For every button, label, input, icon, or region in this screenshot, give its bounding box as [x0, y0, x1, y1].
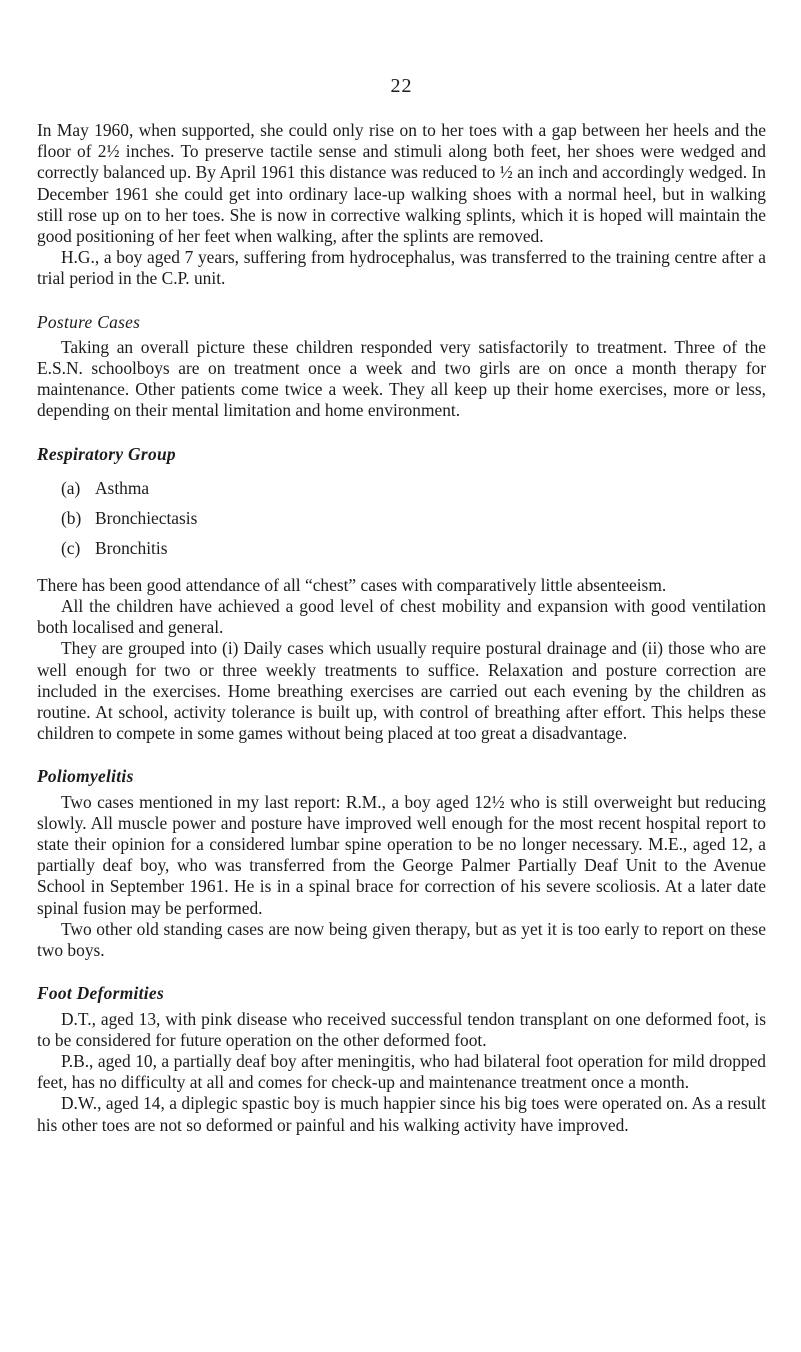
- poliomyelitis-section: [37, 766, 766, 961]
- list-item: [61, 503, 766, 533]
- section-heading: Foot Deformities: [37, 983, 165, 1004]
- respiratory-list: [37, 473, 766, 563]
- section-paragraph: Taking an overall picture these children responded very satisfactorily to treatment. Three of the E.S.N. schoolboys are on treatment once a week and two girls are on once a month therapy for maintenance. Other patients come twice a week. They all keep up their home exercises, more or less, depending on their mental limitation and home environment.: [37, 336, 766, 421]
- section-paragraph: Two other old standing cases are now being given therapy, but as yet it is too early to report on these two boys.: [37, 918, 766, 961]
- list-item: [61, 473, 766, 503]
- section-paragraph: P.B., aged 10, a partially deaf boy after meningitis, who had bilateral foot operation for mild dropped feet, has no difficulty at all and comes for check-up and maintenance treatment once a month.: [37, 1050, 766, 1093]
- list-marker: (b): [61, 507, 82, 528]
- section-heading: Respiratory Group: [37, 443, 176, 464]
- list-marker: (c): [61, 537, 81, 558]
- section-paragraph: D.T., aged 13, with pink disease who received successful tendon transplant on one deformed foot, is to be considered for future operation on the other deformed foot.: [37, 1008, 766, 1050]
- section-paragraph: There has been good attendance of all “chest” cases with comparatively little absenteeism.: [37, 574, 667, 595]
- intro-paragraph: H.G., a boy aged 7 years, suffering from hydrocephalus, was transferred to the training centre after a trial period in the C.P. unit.: [37, 247, 766, 289]
- list-item-label: Bronchiectasis: [95, 507, 198, 528]
- list-marker: (a): [61, 477, 81, 498]
- list-item-label: Asthma: [95, 477, 150, 498]
- list-item: [61, 533, 766, 563]
- section-heading: Poliomyelitis: [37, 766, 134, 787]
- section-heading: Posture Cases: [37, 311, 141, 332]
- section-paragraph: They are grouped into (i) Daily cases which usually require postural drainage and (ii) those who are well enough for two or three weekly treatments to suffice. Relaxation and posture correction are included in the exercises. Home breathing exercises are carried out each evening by the children as routine. At school, activity tolerance is built up, with control of breathing after effort. This helps these children to compete in some games without being placed at too great a disadvantage.: [37, 638, 766, 744]
- section-paragraph: All the children have achieved a good level of chest mobility and expansion with good ventilation both localised and general.: [37, 596, 766, 638]
- page-number: 22: [390, 75, 413, 97]
- section-paragraph: Two cases mentioned in my last report: R.M., a boy aged 12½ who is still overweight but reducing slowly. All muscle power and posture have improved well enough for the most recent hospital report to state their opinion for a considered lumbar spine operation to be no longer necessary. M.E., aged 12, a partially deaf boy, who was transferred from the George Palmer Partially Deaf Unit to the Avenue School in September 1961. He is in a spinal brace for correction of his severe scoliosis. At a later date spinal fusion may be performed.: [37, 791, 766, 918]
- foot-deformities-section: [37, 983, 766, 1135]
- intro-paragraph: In May 1960, when supported, she could only rise on to her toes with a gap between her heels and the floor of 2½ inches. To preserve tactile sense and stimuli along both feet, her shoes were wedged and correctly balanced up. By April 1961 this distance was reduced to ½ an inch and accordingly wedged. In December 1961 she could get into ordinary lace-up walking shoes with a normal heel, but in walking still rose up on to her toes. She is now in corrective walking splints, which it is hoped will maintain the good positioning of her feet when walking, after the splints are removed.: [37, 120, 766, 247]
- respiratory-section: [37, 444, 766, 745]
- section-paragraph: D.W., aged 14, a diplegic spastic boy is much happier since his big toes were operated on. As a result his other toes are not so deformed or painful and his walking activity have improved.: [37, 1093, 766, 1135]
- list-item-label: Bronchitis: [95, 537, 168, 558]
- posture-section: [37, 312, 766, 422]
